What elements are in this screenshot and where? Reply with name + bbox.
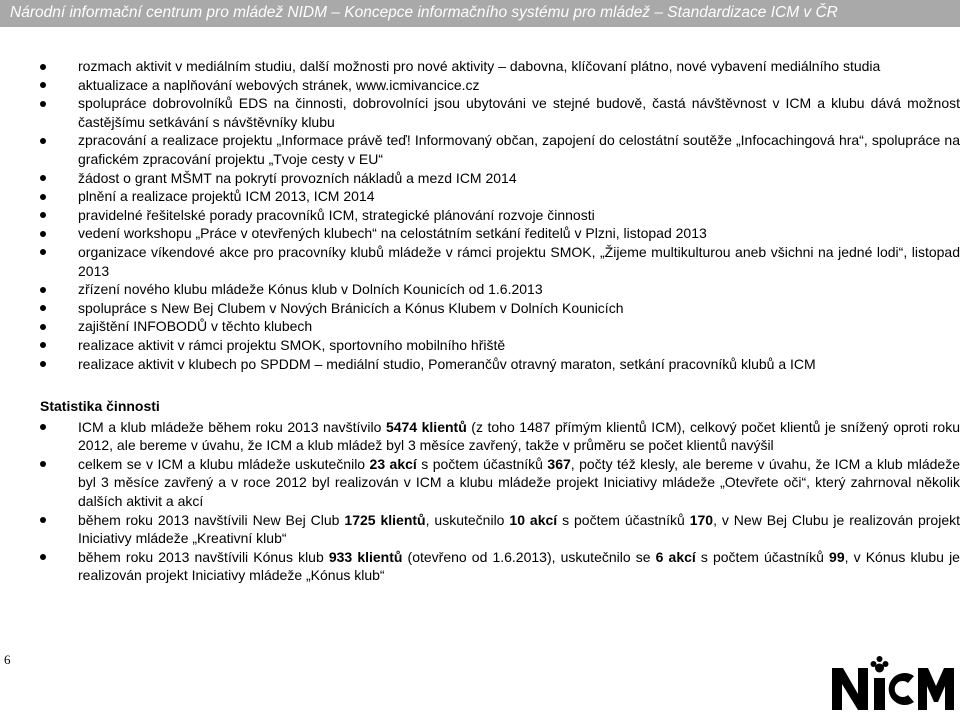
stats-value: 933 klientů [328,548,403,565]
list-item: zajištění INFOBODŮ v těchto klubech [40,317,960,336]
stats-value: 1725 klientů [344,511,426,528]
nicm-logo [828,654,956,714]
stats-value: 99 [829,548,845,565]
stats-item [40,418,960,455]
logo-mark [832,656,954,710]
list-item: realizace aktivit v klubech po SPDDM – mediální studio, Pomerančův otravný maraton, setkání pracovníků klubů a ICM [40,355,960,374]
stats-value: 23 akcí [369,455,417,472]
page-number: 6 [4,652,11,667]
list-item: organizace víkendové akce pro pracovníky klubů mládeže v rámci projektu SMOK, „Žijeme multikulturou aneb všichni na jedné lodi“, listopad 2013 [40,243,960,280]
stats-list [40,418,960,585]
list-item: plnění a realizace projektů ICM 2013, ICM 2014 [40,187,960,206]
list-item: spolupráce s New Bej Clubem v Nových Bránicích a Kónus Klubem v Dolních Kounicích [40,299,960,318]
list-item: realizace aktivit v rámci projektu SMOK, sportovního mobilního hřiště [40,336,960,355]
stats-item [40,511,960,548]
stats-text: během roku 2013 navštívili Kónus klub [78,548,329,565]
stats-value: 10 akcí [509,511,558,528]
stats-value: 5474 klientů [385,418,467,435]
list-item: pravidelné řešitelské porady pracovníků ICM, strategické plánování rozvoje činnosti [40,206,960,225]
activity-list [40,57,960,373]
stats-text: s počtem účastníků [416,455,548,472]
list-item: zpracování a realizace projektu „Informace právě teď! Informovaný občan, zapojení do celostátní soutěže „Infocachingová hra“, spolupráce na grafickém zpracování projektu „Tvoje cesty v EU“ [40,131,960,168]
list-item: žádost o grant MŠMT na pokrytí provozních nákladů a mezd ICM 2014 [40,169,960,188]
section-title: Statistika činnosti [40,398,160,415]
stats-text: ICM a klub mládeže během roku 2013 navštívilo [78,418,386,435]
list-item: rozmach aktivit v mediálním studiu, další možnosti pro nové aktivity – dabovna, klíčovaní plátno, nové vybavení mediálního studia [40,57,960,76]
header-title: Národní informační centrum pro mládež NIDM – Koncepce informačního systému pro mládež – Standardizace ICM v ČR [10,4,838,21]
page-header [0,0,960,27]
stats-value: 170 [689,511,714,528]
stats-text: , uskutečnilo [425,511,510,528]
stats-text: , v New Bej Clubu je realizován projekt Iniciativy mládeže „Kreativní klub“ [78,511,960,547]
list-item: spolupráce dobrovolníků EDS na činnosti, dobrovolníci jsou ubytováni ve stejné budově, častá návštěvnost v ICM a klubu dává možnost častějšímu setkávání s návštěvníky klubu [40,94,960,131]
stats-text: s počtem účastníků [557,511,690,528]
stats-value: 6 akcí [655,548,696,565]
stats-text: (z toho 1487 přímým klientů ICM), celkový počet klientů je snížený oproti roku 2012, ale bereme v úvahu, že ICM a klub mládež byl 3 měsíce zavřený, takže v průměru se počet klientů navýšil [78,418,960,454]
stats-text: celkem se v ICM a klubu mládeže uskutečnilo [78,455,370,472]
list-item: aktualizace a naplňování webových stránek, www.icmivancice.cz [40,76,960,95]
stats-text: s počtem účastníků [695,548,830,565]
list-item: zřízení nového klubu mládeže Kónus klub v Dolních Kounicích od 1.6.2013 [40,280,960,299]
stats-text: , počty též klesly, ale bereme v úvahu, že ICM a klub mládeže byl 3 měsíce zavřený a v roce 2012 byl realizován v ICM a klubu mládeže projekt Iniciativy mládeže „Otevřete oči“, který zahrnoval několik dalších aktivit a akcí [78,455,960,510]
stats-value: 367 [547,455,571,472]
stats-item [40,455,960,511]
stats-text: během roku 2013 navštívili New Bej Club [78,511,345,528]
stats-text: , v Kónus klubu je realizován projekt Iniciativy mládeže „Kónus klub“ [78,548,960,584]
stats-item [40,548,960,585]
stats-text: (otevřeno od 1.6.2013), uskutečnilo se [402,548,656,565]
list-item: vedení workshopu „Práce v otevřených klubech“ na celostátním setkání ředitelů v Plzni, listopad 2013 [40,224,960,243]
document-body [40,57,960,585]
